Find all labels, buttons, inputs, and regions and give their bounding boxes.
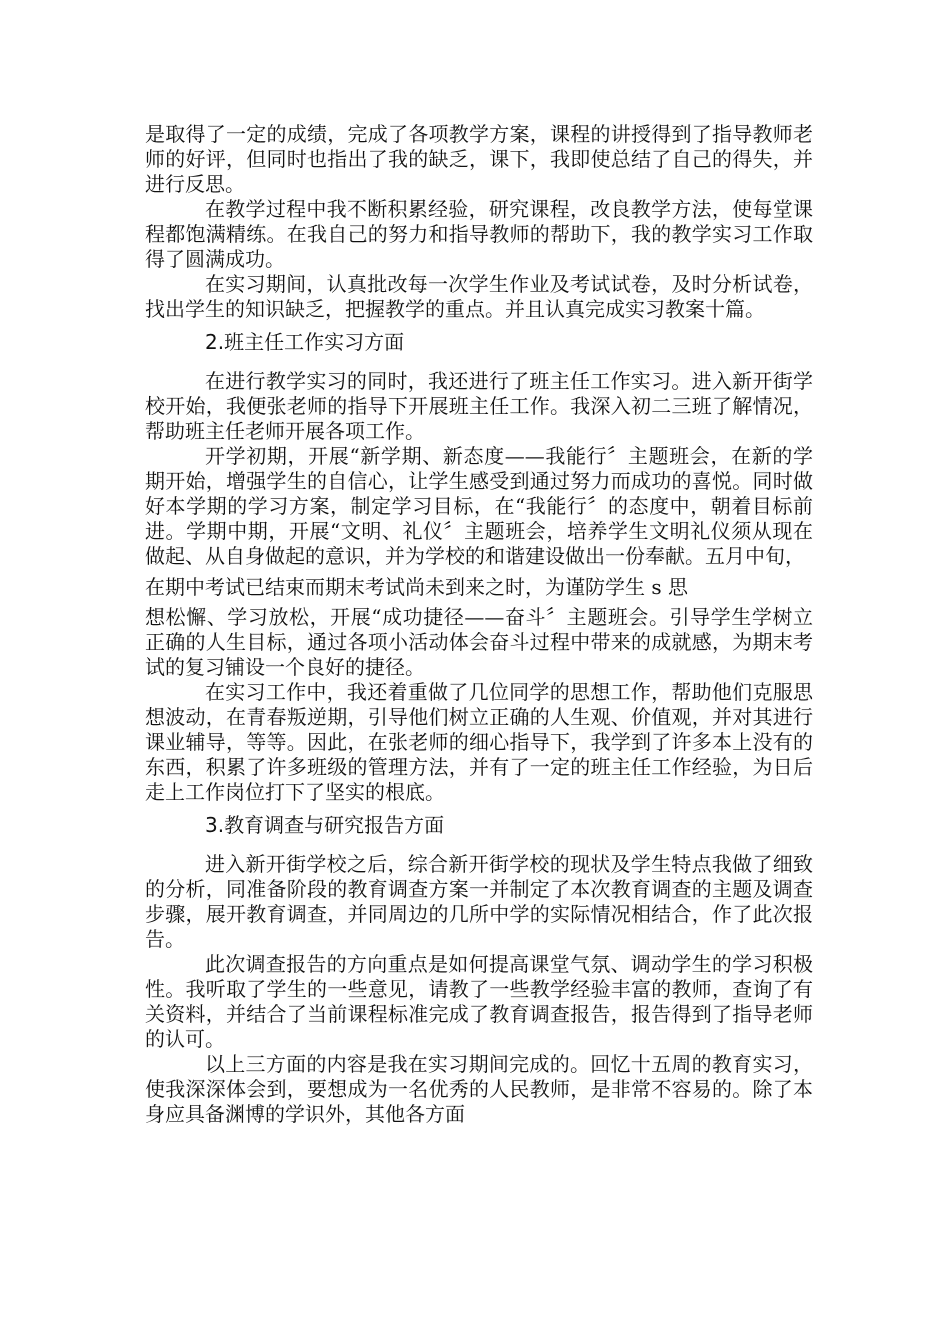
paragraph-1: 是取得了一定的成绩，完成了各项教学方案，课程的讲授得到了指导教师老师的好评，但同时也指出了我的缺乏，课下，我即使总结了自己的得失，并进行反思。 [145,122,813,196]
paragraph-4: 在进行教学实习的同时，我还进行了班主任工作实习。进入新开街学校开始，我便张老师的指导下开展班主任工作。我深入初二三班了解情况，帮助班主任老师开展各项工作。 [145,369,813,443]
paragraph-8: 此次调查报告的方向重点是如何提高课堂气氛、调动学生的学习积极性。我听取了学生的一些意见，请教了一些教学经验丰富的教师，查询了有关资料，并结合了当前课程标准完成了教育调查报告，报告得到了指导老师的认可。 [145,952,813,1051]
paragraph-2: 在教学过程中我不断积累经验，研究课程，改良教学方法，使每堂课程都饱满精练。在我自己的努力和指导教师的帮助下，我的教学实习工作取得了圆满成功。 [145,197,813,271]
paragraph-7: 进入新开街学校之后，综合新开街学校的现状及学生特点我做了细致的分析，同准备阶段的教育调查方案一并制定了本次教育调查的主题及调查步骤，展开教育调查，并同周边的几所中学的实际情况相结合，作了此次报告。 [145,852,813,951]
section-heading-2: 2.班主任工作实习方面 [205,330,405,354]
document-body [145,122,813,1127]
paragraph-5-line-break: 在期中考试已结束而期末考试尚未到来之时，为谨防学生 s 思 [145,575,688,599]
paragraph-5: 开学初期，开展“新学期、新态度——我能行〞主题班会，在新的学期开始，增强学生的自信心，让学生感受到通过努力而成功的喜悦。同时做好本学期的学习方案，制定学习目标，在“我能行〞的态度中，朝着目标前进。学期中期，开展“文明、礼仪〞主题班会，培养学生文明礼仪须从现在做起、从自身做起的意识，并为学校的和谐建设做出一份奉献。五月中旬， [145,444,813,568]
paragraph-9: 以上三方面的内容是我在实习期间完成的。回忆十五周的教育实习，使我深深体会到，要想成为一名优秀的人民教师，是非常不容易的。除了本身应具备渊博的学识外，其他各方面 [145,1052,813,1126]
paragraph-5-continued: 想松懈、学习放松，开展“成功捷径——奋斗〞主题班会。引导学生学树立正确的人生目标，通过各项小活动体会奋斗过程中带来的成就感，为期末考试的复习铺设一个良好的捷径。 [145,605,813,679]
section-heading-3: 3.教育调查与研究报告方面 [205,813,445,837]
paragraph-3: 在实习期间，认真批改每一次学生作业及考试试卷，及时分析试卷，找出学生的知识缺乏，把握教学的重点。并且认真完成实习教案十篇。 [145,272,813,321]
paragraph-6: 在实习工作中，我还着重做了几位同学的思想工作，帮助他们克服思想波动，在青春叛逆期，引导他们树立正确的人生观、价值观，并对其进行课业辅导，等等。因此，在张老师的细心指导下，我学到了许多本上没有的东西，积累了许多班级的管理方法，并有了一定的班主任工作经验，为日后走上工作岗位打下了坚实的根底。 [145,680,813,804]
